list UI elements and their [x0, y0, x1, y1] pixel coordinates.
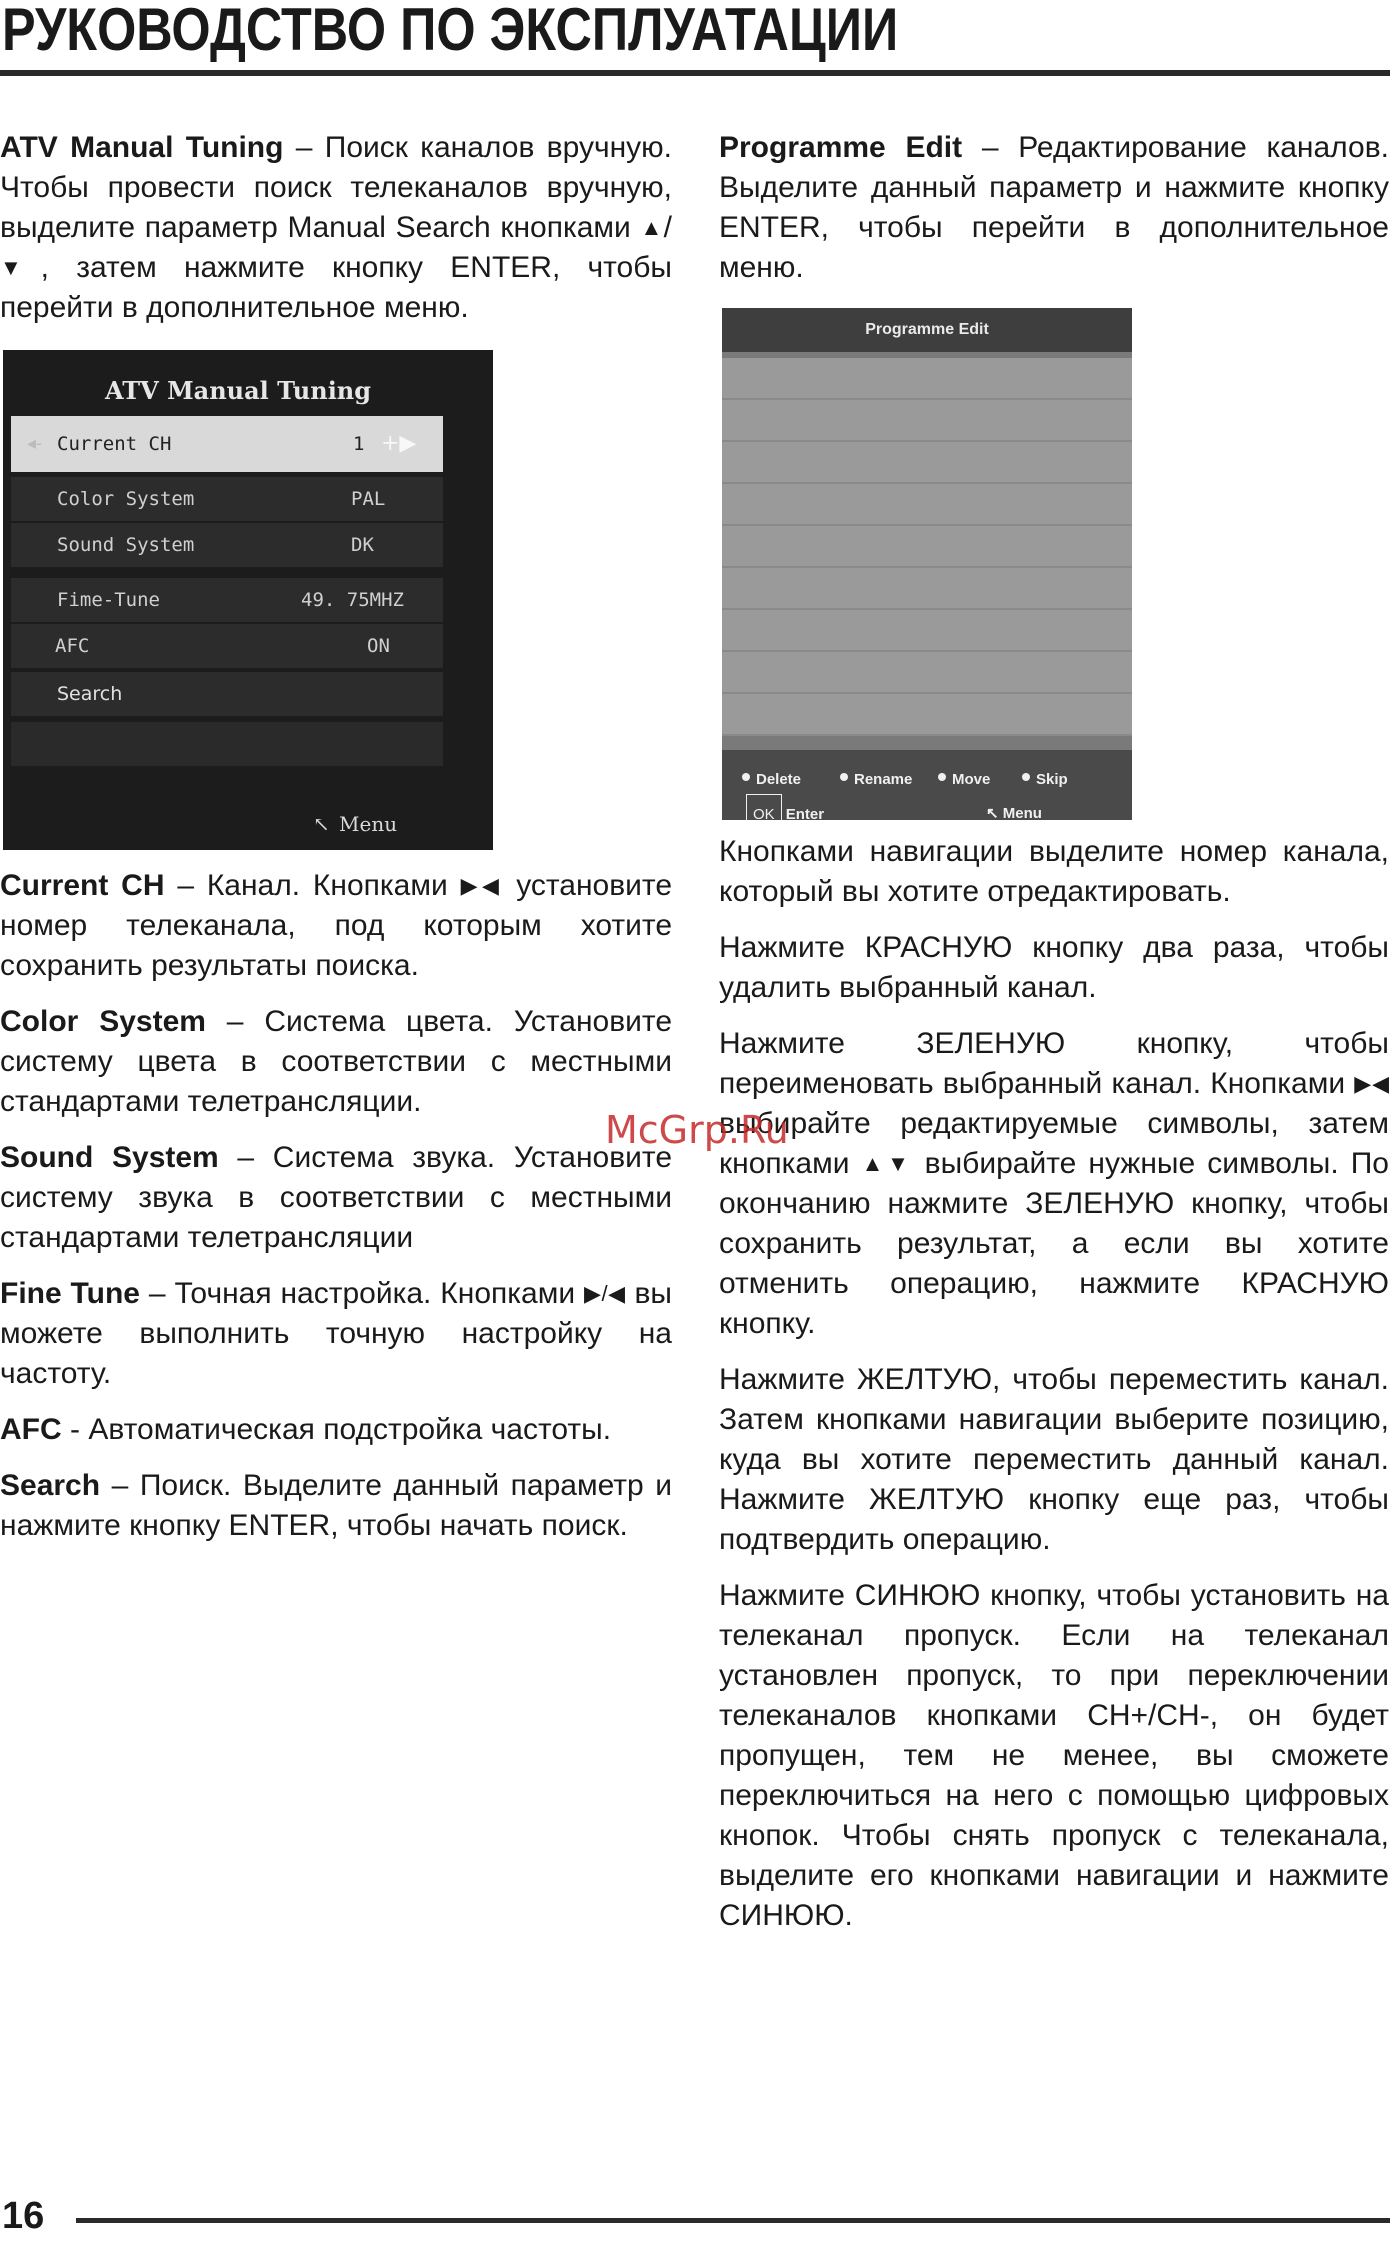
term: Fine Tune: [0, 1277, 140, 1310]
hint-label: Delete: [756, 771, 802, 788]
text: – Канал. Кнопками: [164, 869, 461, 902]
prog-list-row: [722, 484, 1132, 526]
up-arrow-icon: ▲: [640, 215, 664, 240]
text: – Система звука. Установите систему звука в соответствии с местными стандартами телетрансляции: [0, 1141, 673, 1254]
prog-footer-hints: [722, 750, 1132, 820]
atv-row-fine-tune: [11, 578, 443, 622]
hint-label: Rename: [854, 771, 913, 788]
paragraph-select: Кнопками навигации выделите номер канала, который вы хотите отредактировать.: [719, 835, 1389, 908]
text: выбирайте редактируемые символы, затем кнопками: [719, 1107, 1389, 1180]
term: Search: [0, 1469, 101, 1502]
text: – Точная настройка. Кнопками: [140, 1277, 584, 1310]
down-arrow-icon: ▼: [0, 255, 41, 280]
atv-row-search: [11, 672, 443, 716]
page-title: РУКОВОДСТВО ПО ЭКСПЛУАТАЦИИ: [2, 0, 899, 63]
text: - Автоматическая подстройка частоты.: [61, 1413, 612, 1446]
atv-empty-row: [11, 722, 443, 766]
menu-hint: [986, 794, 1042, 820]
search-paragraph: [0, 1466, 672, 1546]
slash-text: /: [663, 211, 672, 244]
title-divider: [0, 70, 1390, 76]
hint-label: Enter: [785, 806, 825, 820]
green-dot-icon: [840, 773, 848, 781]
return-icon: ↖: [313, 812, 330, 836]
atv-intro-text2: , затем нажмите кнопку ENTER, чтобы перейти в дополнительное меню.: [0, 251, 672, 324]
text: – Система цвета. Установите систему цвета в соответствии с местными стандартами телетрансляции.: [0, 1005, 673, 1118]
prog-list-row: [722, 568, 1132, 610]
left-right-arrows-icon: ▶◀: [1354, 1071, 1389, 1096]
paragraph-red: Нажмите КРАСНУЮ кнопку два раза, чтобы удалить выбранный канал.: [719, 931, 1389, 1004]
atv-row-label: Color System: [57, 488, 195, 510]
hint-label: Skip: [1036, 771, 1068, 788]
prog-screen-title: Programme Edit: [722, 308, 1132, 352]
rename-hint: [840, 760, 912, 800]
atv-intro-text1: – Поиск каналов вручную. Чтобы провести поиск телеканалов вручную, выделите параметр Manual Search кнопками: [0, 131, 672, 244]
text: – Поиск. Выделите данный параметр и нажмите кнопку ENTER, чтобы начать поиск.: [0, 1469, 672, 1542]
left-column: [0, 128, 672, 1562]
blue-dot-icon: [1022, 773, 1030, 781]
atv-row-label: Search: [57, 683, 123, 705]
hint-label: Move: [952, 771, 991, 788]
paragraph-yellow: Нажмите ЖЕЛТУЮ, чтобы переместить канал. Затем кнопками навигации выберите позицию, куда вы хотите переместить данный канал. Нажмите ЖЕЛТУЮ кнопку еще раз, чтобы подтвердить операцию.: [719, 1363, 1389, 1556]
atv-row-label: Fime-Tune: [57, 589, 160, 611]
term: AFC: [0, 1413, 62, 1446]
atv-row-label: Current CH: [57, 433, 172, 455]
hint-label: Menu: [1002, 805, 1042, 820]
prog-list-row: [722, 400, 1132, 442]
term: Sound System: [0, 1141, 219, 1174]
atv-row-afc: [11, 624, 443, 668]
atv-screen-title: ATV Manual Tuning: [104, 376, 372, 405]
text: установите номер телеканала, под которым хотите сохранить результаты поиска.: [0, 869, 672, 982]
atv-menu-hint: [3, 798, 493, 850]
red-dot-icon: [742, 773, 750, 781]
atv-row-color-system: [11, 477, 443, 521]
color-system-paragraph: [0, 1002, 672, 1122]
text: вы можете выполнить точную настройку на частоту.: [0, 1277, 672, 1390]
programme-edit-screenshot: [722, 308, 1132, 820]
left-arrow-icon: ◂-: [27, 433, 43, 454]
atv-row-label: AFC: [55, 635, 90, 657]
atv-row-value: 1: [353, 433, 365, 455]
page-number: 16: [2, 2195, 45, 2237]
atv-row-value: ON: [367, 635, 390, 657]
prog-list-row: [722, 358, 1132, 400]
up-down-arrows-icon: ▲▼: [861, 1151, 913, 1176]
watermark: McGrp.Ru: [605, 1108, 789, 1152]
programme-edit-intro: [719, 128, 1389, 288]
atv-manual-tuning-screenshot: [3, 350, 493, 850]
text: выбирайте нужные символы. По окончанию нажмите ЗЕЛЕНУЮ кнопку, чтобы сохранить результат, а если вы хотите отменить операцию, нажмите КРАСНУЮ кнопку.: [719, 1147, 1389, 1340]
left-right-arrows-icon: ▶/◀: [584, 1281, 626, 1306]
atv-row-label: Sound System: [57, 534, 195, 556]
move-hint: [938, 760, 990, 800]
right-column: [719, 128, 1389, 1952]
right-arrow-icon: +▶: [381, 431, 417, 456]
prog-list-row: [722, 610, 1132, 652]
current-ch-paragraph: [0, 866, 672, 986]
prog-list-row: [722, 442, 1132, 484]
prog-list-row: [722, 652, 1132, 694]
enter-hint: [746, 794, 824, 820]
atv-intro-paragraph: [0, 128, 672, 328]
return-icon: ↖: [986, 805, 999, 820]
ok-key: OK: [746, 794, 782, 820]
term: Programme Edit: [719, 131, 963, 164]
text: – Редактирование каналов. Выделите данный параметр и нажмите кнопку ENTER, чтобы перейти в дополнительное меню.: [719, 131, 1389, 284]
atv-row-sound-system: [11, 523, 443, 567]
atv-menu-label: Menu: [339, 812, 398, 836]
text: Нажмите ЗЕЛЕНУЮ кнопку, чтобы переименовать выбранный канал. Кнопками: [719, 1027, 1389, 1100]
paragraph-green: [719, 1024, 1389, 1344]
atv-row-value: PAL: [351, 488, 386, 510]
paragraph-blue: Нажмите СИНЮЮ кнопку, чтобы установить на телеканал пропуск. Если на телеканал установлен пропуск, то при переключении телеканалов кнопками CH+/CH-, он будет пропущен, тем не менее, вы сможете переключиться на него с помощью цифровых кнопок. Чтобы снять пропуск с телеканала, выделите его кнопками навигации и нажмите СИНЮЮ.: [719, 1579, 1389, 1932]
fine-tune-paragraph: [0, 1274, 672, 1394]
yellow-dot-icon: [938, 773, 946, 781]
atv-term: ATV Manual Tuning: [0, 131, 284, 164]
sound-system-paragraph: [0, 1138, 672, 1258]
term: Current CH: [0, 869, 165, 902]
prog-list-row: [722, 694, 1132, 736]
atv-row-value: 49. 75MHZ: [301, 589, 404, 611]
prog-list-row: [722, 526, 1132, 568]
term: Color System: [0, 1005, 206, 1038]
left-right-arrows-icon: ▶◀: [460, 873, 504, 898]
afc-paragraph: [0, 1410, 672, 1450]
atv-row-value: DK: [351, 534, 374, 556]
atv-row-current-ch: [11, 416, 443, 472]
footer-divider: [76, 2218, 1390, 2223]
